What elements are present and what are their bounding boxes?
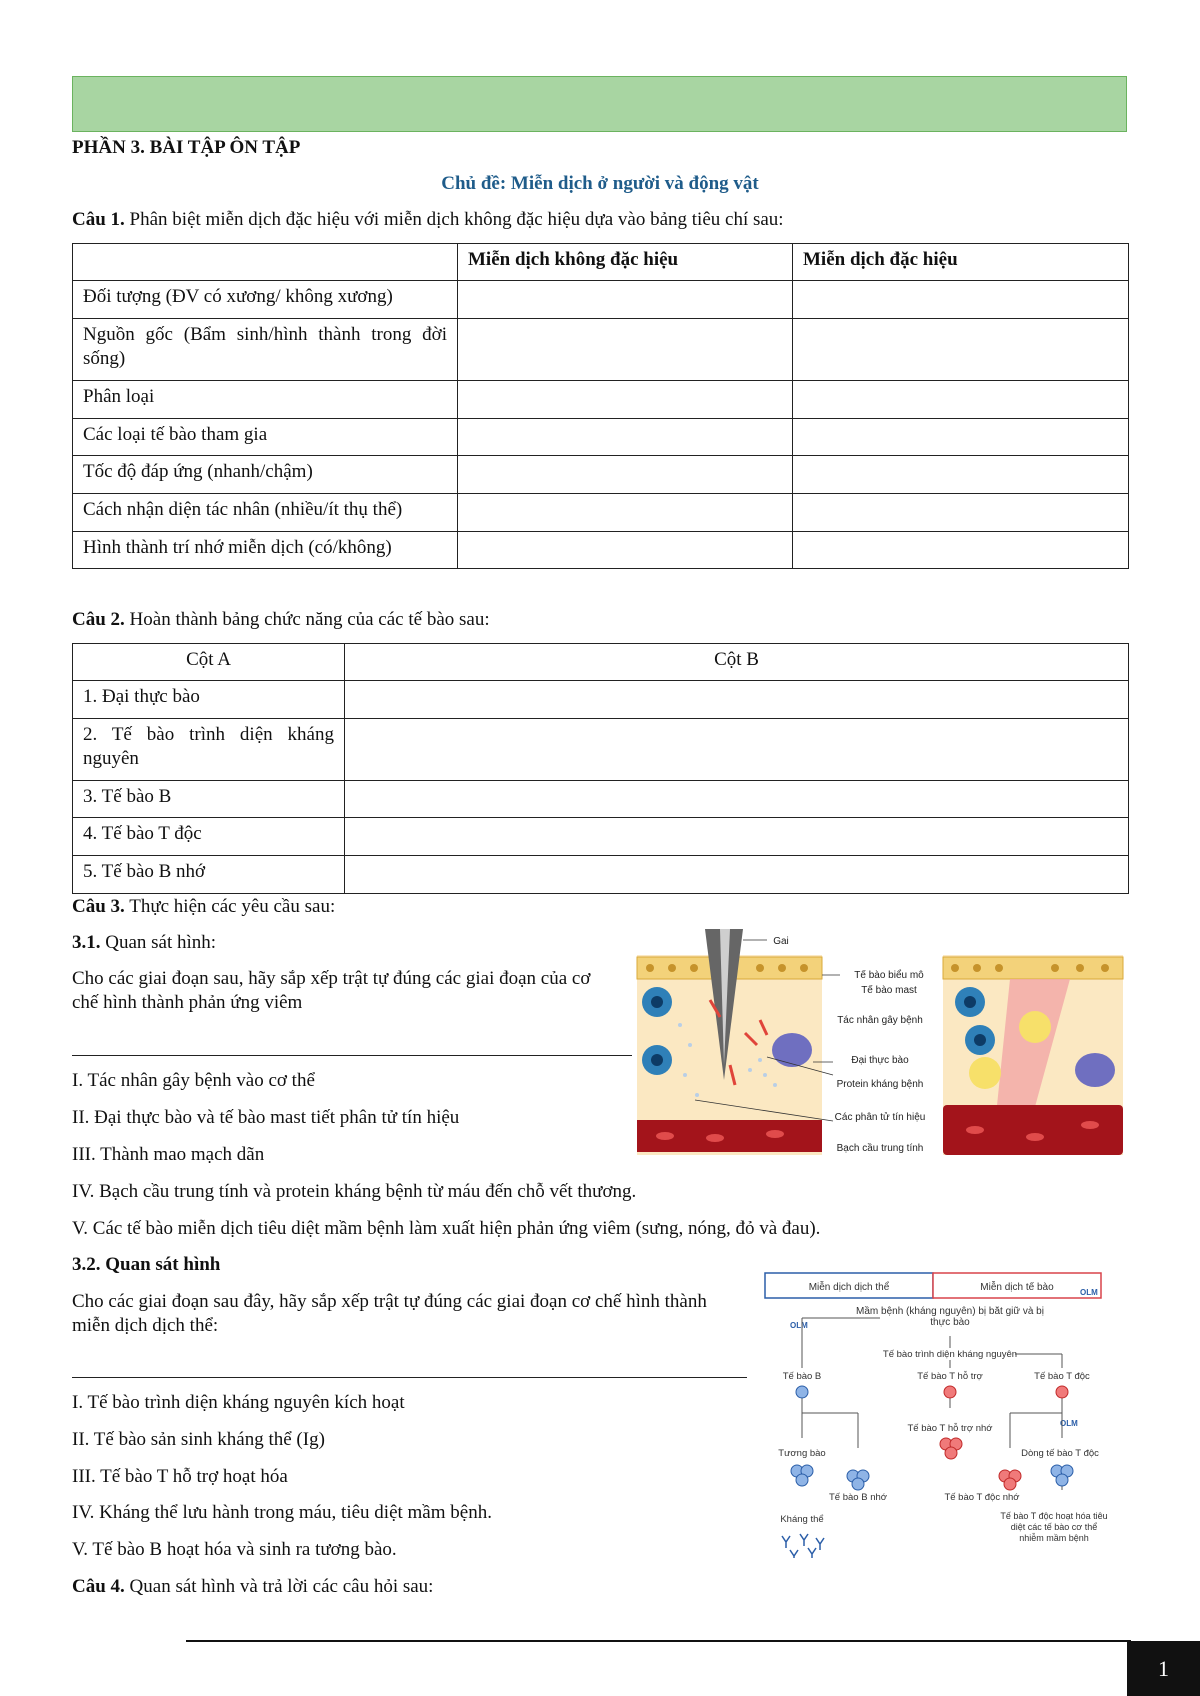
label-humoral: Miễn dịch dịch thể [808, 1282, 890, 1293]
bcell-icon [796, 1386, 808, 1398]
question-3-text: Thực hiện các yêu cầu sau: [129, 896, 336, 917]
answer-cell[interactable] [458, 419, 793, 456]
thelper-mem-icon [940, 1438, 962, 1459]
table-header-specific: Miễn dịch đặc hiệu [793, 244, 1129, 281]
cell-name: 5. Tế bào B nhớ [73, 856, 345, 894]
part-3-2-title: 3.2. Quan sát hình [72, 1254, 221, 1275]
label-tclone: Dòng tế bào T độc [1021, 1448, 1099, 1459]
table-cell-functions [72, 643, 1129, 894]
answer-cell[interactable] [345, 781, 1129, 818]
label-thelper: Tế bào T hỗ trợ [917, 1371, 983, 1382]
question-4-text: Quan sát hình và trả lời các câu hỏi sau: [129, 1576, 434, 1597]
answer-cell[interactable] [458, 532, 793, 569]
bmem-icon [847, 1470, 869, 1490]
label-apc: Tế bào trình diện kháng nguyên [882, 1349, 1018, 1360]
table-row [73, 719, 1129, 781]
thelper-icon [944, 1386, 956, 1398]
label-antibody: Kháng thể [780, 1514, 824, 1525]
criterion-cell: Hình thành trí nhớ miễn dịch (có/không) [73, 532, 458, 569]
question-1 [72, 208, 784, 232]
answer-cell[interactable] [458, 381, 793, 419]
answer-cell[interactable] [793, 419, 1129, 456]
header-banner [72, 76, 1127, 132]
inflammation-figure [635, 925, 1125, 1170]
answer-cell[interactable] [793, 532, 1129, 569]
question-1-text: Phân biệt miễn dịch đặc hiệu với miễn dịch không đặc hiệu dựa vào bảng tiêu chí sau: [129, 209, 784, 230]
plasma-icon [791, 1465, 813, 1486]
humoral-immunity-diagram [760, 1268, 1110, 1558]
macrophage [1075, 1053, 1115, 1087]
step-item: II. Đại thực bào và tế bào mast tiết phân tử tín hiệu [72, 1107, 460, 1128]
label-pathogen: Tác nhân gây bệnh [837, 1015, 923, 1026]
answer-cell[interactable] [458, 319, 793, 381]
label-bcell: Tế bào B [782, 1371, 822, 1382]
olm-logo: OLM [1060, 1419, 1078, 1428]
cell-name: 1. Đại thực bào [73, 681, 345, 719]
label-thelper-mem: Tế bào T hỗ trợ nhớ [907, 1423, 993, 1434]
answer-cell[interactable] [793, 281, 1129, 319]
label-protein: Protein kháng bệnh [836, 1079, 924, 1090]
answer-cell[interactable] [345, 856, 1129, 894]
answer-line[interactable] [72, 1055, 632, 1056]
label-tmem: Tế bào T độc nhớ [944, 1492, 1020, 1503]
table-immunity-comparison [72, 243, 1129, 569]
step-item: IV. Kháng thể lưu hành trong máu, tiêu diệt mầm bệnh. [72, 1502, 492, 1523]
olm-logo: OLM [1080, 1288, 1098, 1297]
step-item: I. Tác nhân gây bệnh vào cơ thể [72, 1070, 315, 1091]
answer-cell[interactable] [793, 381, 1129, 419]
table-header-cell [73, 244, 458, 281]
answer-cell[interactable] [345, 818, 1129, 856]
tmem-icon [999, 1470, 1021, 1490]
section-title: PHẦN 3. BÀI TẬP ÔN TẬP [72, 137, 301, 158]
question-3-label: Câu 3. [72, 896, 125, 917]
part-3-1-title: Quan sát hình: [105, 932, 217, 953]
question-1-label: Câu 1. [72, 209, 125, 230]
table-row [73, 856, 1129, 894]
criterion-cell: Phân loại [73, 381, 458, 419]
table-row [73, 681, 1129, 719]
step-item: II. Tế bào sản sinh kháng thể (Ig) [72, 1429, 325, 1450]
label-tkill: Tế bào T độc hoạt hóa tiêu diệt các tế bào cơ thể nhiễm mầm bệnh [1000, 1511, 1108, 1543]
tcyto-icon [1056, 1386, 1068, 1398]
criterion-cell: Các loại tế bào tham gia [73, 419, 458, 456]
criterion-cell: Cách nhận diện tác nhân (nhiều/ít thụ thể) [73, 494, 458, 532]
flow-arrows [802, 1318, 1062, 1490]
label-mast: Tế bào mast [861, 985, 917, 996]
answer-line[interactable] [72, 1377, 747, 1378]
table-row [73, 319, 1129, 381]
column-a-header: Cột A [73, 644, 345, 681]
column-b-header: Cột B [345, 644, 1129, 681]
answer-cell[interactable] [345, 719, 1129, 781]
label-signal: Các phân tử tín hiệu [834, 1112, 926, 1123]
antibody-icons [782, 1534, 824, 1558]
label-macrophage: Đại thực bào [851, 1055, 909, 1066]
label-gai: Gai [773, 936, 789, 947]
answer-cell[interactable] [458, 494, 793, 532]
label-epithelial: Tế bào biểu mô [854, 970, 924, 981]
macrophage [772, 1033, 812, 1067]
table-row [73, 781, 1129, 818]
step-item: III. Thành mao mạch dãn [72, 1144, 265, 1165]
answer-cell[interactable] [793, 456, 1129, 494]
footer-rule [186, 1640, 1131, 1642]
label-plasma: Tương bào [778, 1448, 826, 1459]
step-item: IV. Bạch cầu trung tính và protein kháng bệnh từ máu đến chỗ vết thương. [72, 1181, 637, 1202]
cell-name: 4. Tế bào T độc [73, 818, 345, 856]
step-item: V. Các tế bào miễn dịch tiêu diệt mầm bệnh làm xuất hiện phản ứng viêm (sưng, nóng, đỏ và đau). [72, 1218, 821, 1239]
answer-cell[interactable] [345, 681, 1129, 719]
table-row [73, 818, 1129, 856]
criterion-cell: Nguồn gốc (Bẩm sinh/hình thành trong đời sống) [73, 319, 458, 381]
page-number: 1 [1127, 1641, 1200, 1696]
answer-cell[interactable] [458, 456, 793, 494]
table-row [73, 494, 1129, 532]
tclone-icon [1051, 1465, 1073, 1486]
question-4 [72, 1575, 433, 1599]
olm-logo: OLM [790, 1321, 808, 1330]
criterion-cell: Đối tượng (ĐV có xương/ không xương) [73, 281, 458, 319]
part-3-1-instruction: Cho các giai đoạn sau, hãy sắp xếp trật tự đúng các giai đoạn của cơ chế hình thành phản ứng viêm [72, 968, 591, 1013]
question-3 [72, 895, 335, 919]
step-item: III. Tế bào T hỗ trợ hoạt hóa [72, 1466, 288, 1487]
table-row [73, 419, 1129, 456]
table-row [73, 456, 1129, 494]
question-4-label: Câu 4. [72, 1576, 125, 1597]
topic-title: Chủ đề: Miễn dịch ở người và động vật [441, 173, 759, 194]
criterion-cell: Tốc độ đáp ứng (nhanh/chậm) [73, 456, 458, 494]
question-2-text: Hoàn thành bảng chức năng của các tế bào sau: [129, 609, 490, 630]
neutrophil [1019, 1011, 1051, 1043]
label-neutrophil: Bạch cầu trung tính [836, 1143, 924, 1154]
table-row [73, 532, 1129, 569]
label-cellular: Miễn dịch tế bào [980, 1282, 1054, 1293]
label-pathogen-captured: Mầm bệnh (kháng nguyên) bị bắt giữ và bị thực bào [856, 1306, 1044, 1328]
cell-name: 3. Tế bào B [73, 781, 345, 818]
label-tcyto: Tế bào T độc [1034, 1371, 1090, 1382]
question-2 [72, 608, 490, 632]
label-bmem: Tế bào B nhớ [829, 1492, 887, 1503]
answer-cell[interactable] [793, 494, 1129, 532]
table-row [73, 281, 1129, 319]
step-item: I. Tế bào trình diện kháng nguyên kích hoạt [72, 1392, 405, 1413]
answer-cell[interactable] [793, 319, 1129, 381]
table-row [73, 381, 1129, 419]
neutrophil [969, 1057, 1001, 1089]
part-3-2-instruction: Cho các giai đoạn sau đây, hãy sắp xếp trật tự đúng các giai đoạn cơ chế hình thành miễn dịch dịch thể: [72, 1291, 707, 1336]
part-3-1-label: 3.1. [72, 932, 101, 953]
part-3-1-heading [72, 931, 216, 955]
cell-name: 2. Tế bào trình diện kháng nguyên [73, 719, 345, 781]
step-item: V. Tế bào B hoạt hóa và sinh ra tương bào. [72, 1539, 397, 1560]
question-2-label: Câu 2. [72, 609, 125, 630]
answer-cell[interactable] [458, 281, 793, 319]
table-header-nonspecific: Miễn dịch không đặc hiệu [458, 244, 793, 281]
